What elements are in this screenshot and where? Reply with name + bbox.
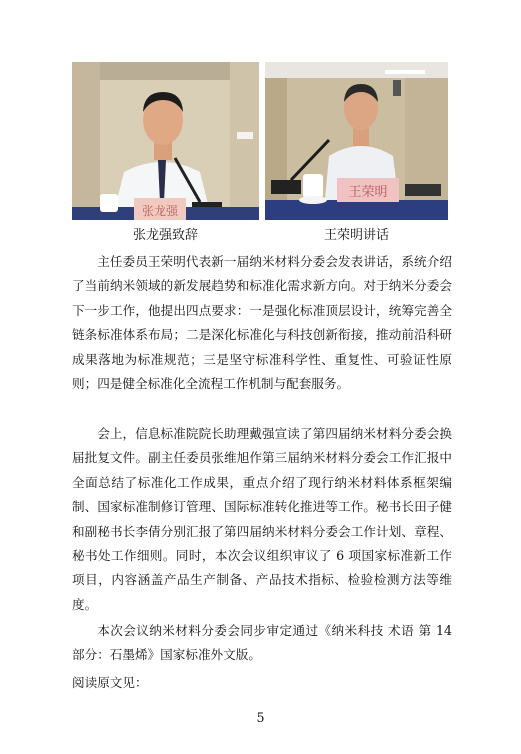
read-original-link[interactable]: 阅读原文见： <box>72 675 148 690</box>
page-number: 5 <box>256 710 265 725</box>
paragraph-text: 会上，信息标准院院长助理戴强宣读了第四届纳米材料分委会换届批复文件。副主任委员张维旭作第三届纳米材料分委会工作汇报中全面总结了标准化工作成果，重点介绍了现行纳米材料体系框架编制、国家标准制修订管理、国际标准转化推进等工作。秘书长田子健和副秘书长李倩分别汇报了第四届纳米材料分委会工作计划、章程、秘书处工作细则。同时，本次会议组织审议了 6 项国家标准新工作项目，内容涵盖产品生产制备、产品技术指标、检验检测方法等维度。 <box>72 426 452 612</box>
paragraph-speech <box>72 250 452 396</box>
photo-speaker-right <box>265 62 448 220</box>
photo-caption-right: 王荣明讲话 <box>323 228 389 243</box>
paragraph-approval <box>72 619 452 668</box>
paragraph-text: 本次会议纳米材料分委会同步审定通过《纳米科技 术语 第 14 部分：石墨烯》国家标准外文版。 <box>72 623 452 663</box>
photo-left-scene <box>72 62 259 220</box>
paragraph-meeting <box>72 422 452 617</box>
photo-speaker-left <box>72 62 259 220</box>
nameplate-right: 王荣明 <box>348 185 388 200</box>
photo-right-scene <box>265 62 448 220</box>
photo-caption-left: 张龙强致辞 <box>132 228 198 243</box>
paragraph-text: 主任委员王荣明代表新一届纳米材料分委会发表讲话，系统介绍了当前纳米领域的新发展趋势和标准化需求新方向。对于纳米分委会下一步工作，他提出四点要求：一是强化标准顶层设计，统筹完善全链条标准体系布局；二是深化标准化与科技创新衔接，推动前沿科研成果落地为标准规范；三是坚守标准科学性、重复性、可验证性原则；四是健全标准化全流程工作机制与配套服务。 <box>72 254 452 392</box>
nameplate-left: 张龙强 <box>141 204 179 218</box>
